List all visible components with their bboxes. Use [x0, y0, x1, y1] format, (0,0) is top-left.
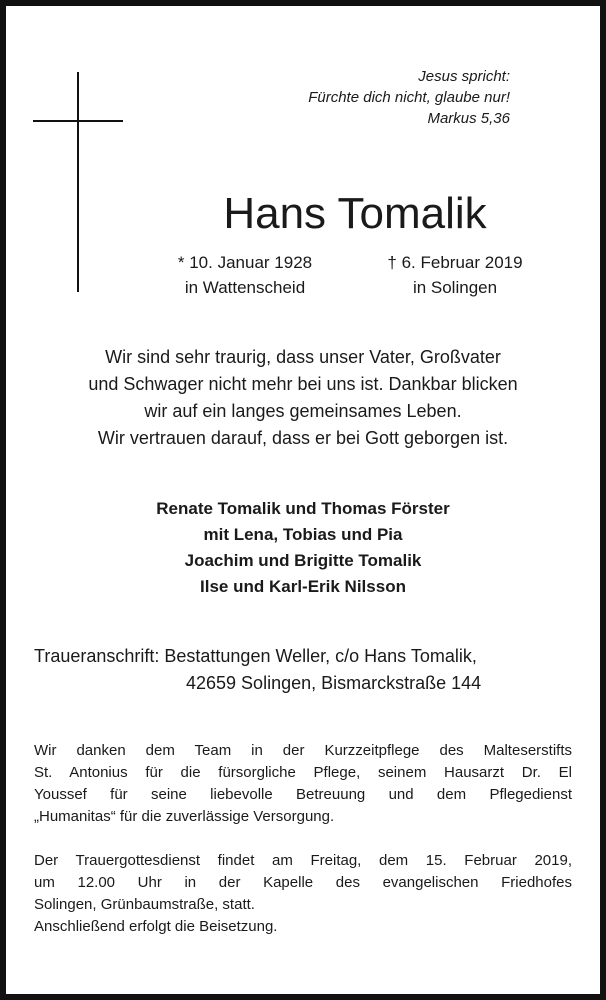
- birth-place: in Wattenscheid: [184, 278, 306, 297]
- cross-horizontal-bar: [33, 120, 123, 122]
- service-paragraph: [34, 850, 572, 938]
- mourning-address: [34, 643, 481, 697]
- birth-date: * 10. Januar 1928: [177, 253, 313, 272]
- cross-vertical-bar: [77, 72, 79, 292]
- address-line: Traueranschrift: Bestattungen Weller, c/o Hans Tomalik,: [34, 646, 477, 666]
- address-line: 42659 Solingen, Bismarckstraße 144: [186, 673, 482, 693]
- mourning-message: [20, 344, 586, 452]
- family-line: Ilse und Karl-Erik Nilsson: [200, 577, 406, 596]
- thanks-paragraph: [34, 740, 572, 828]
- thanks-line: Wir danken dem Team in der Kurzzeitpflege des Malteserstifts: [34, 742, 572, 759]
- death-place: in Solingen: [412, 278, 498, 297]
- message-line: Wir sind sehr traurig, dass unser Vater, Großvater: [105, 347, 501, 367]
- service-line: Solingen, Grünbaumstraße, statt.: [34, 896, 255, 913]
- bible-quote: [200, 66, 510, 129]
- death-date: † 6. Februar 2019: [387, 253, 523, 272]
- message-line: wir auf ein langes gemeinsames Leben.: [144, 401, 462, 421]
- quote-line: Jesus spricht:: [418, 68, 510, 85]
- quote-line: Fürchte dich nicht, glaube nur!: [308, 89, 510, 106]
- family-names: [20, 496, 586, 600]
- death-info: [350, 250, 560, 300]
- message-line: und Schwager nicht mehr bei uns ist. Dankbar blicken: [88, 374, 518, 394]
- family-line: Joachim und Brigitte Tomalik: [184, 551, 422, 570]
- service-line: Anschließend erfolgt die Beisetzung.: [34, 918, 278, 935]
- birth-info: [140, 250, 350, 300]
- thanks-line: St. Antonius für die fürsorgliche Pflege, seinem Hausarzt Dr. El: [34, 764, 572, 781]
- family-line: Renate Tomalik und Thomas Förster: [156, 499, 450, 518]
- thanks-line: „Humanitas“ für die zuverlässige Versorgung.: [34, 808, 335, 825]
- message-line: Wir vertrauen darauf, dass er bei Gott geborgen ist.: [97, 428, 509, 448]
- thanks-line: Youssef für seine liebevolle Betreuung und dem Pflegedienst: [34, 786, 572, 803]
- family-line: mit Lena, Tobias und Pia: [203, 525, 403, 544]
- service-line: Der Trauergottesdienst findet am Freitag, dem 15. Februar 2019,: [34, 852, 572, 869]
- quote-line: Markus 5,36: [427, 110, 510, 127]
- deceased-name: Hans Tomalik: [223, 189, 487, 238]
- service-line: um 12.00 Uhr in der Kapelle des evangelischen Friedhofes: [34, 874, 572, 891]
